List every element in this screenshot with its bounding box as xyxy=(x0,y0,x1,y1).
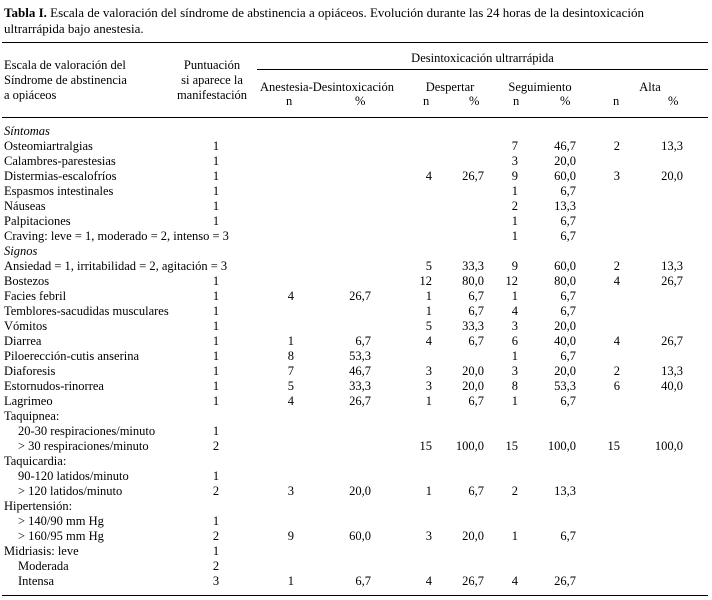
cell-score: 2 xyxy=(212,439,220,453)
cell-alta-n: 4 xyxy=(613,334,620,348)
row-label: Craving: leve = 1, moderado = 2, intenso = 3 xyxy=(4,229,229,243)
cell-desp-n: 1 xyxy=(425,289,432,303)
caption-text: Escala de valoración del síndrome de abstinencia a opiáceos. Evolución durante las 24 horas de la desintoxicación ultrarrápida bajo anestesia. xyxy=(4,5,644,36)
cell-alta-n: 3 xyxy=(613,169,620,183)
cell-anest-p: 6,7 xyxy=(355,574,371,588)
cell-seg-n: 3 xyxy=(511,154,518,168)
cell-desp-p: 33,3 xyxy=(462,259,484,273)
cell-score: 1 xyxy=(212,544,220,558)
cell-seg-p: 60,0 xyxy=(554,259,576,273)
bottom-rule xyxy=(2,595,708,596)
cell-seg-p: 6,7 xyxy=(560,184,576,198)
cell-seg-n: 3 xyxy=(511,364,518,378)
header-n: n xyxy=(423,94,430,108)
header-col1-line3: a opiáceos xyxy=(4,88,57,102)
cell-alta-p: 20,0 xyxy=(661,169,683,183)
cell-desp-p: 100,0 xyxy=(455,439,484,453)
cell-desp-n: 15 xyxy=(419,439,432,453)
cell-score: 1 xyxy=(212,304,220,318)
cell-desp-n: 4 xyxy=(425,334,432,348)
cell-anest-p: 60,0 xyxy=(349,529,371,543)
cell-anest-p: 26,7 xyxy=(349,394,371,408)
header-phase-seguimiento: Seguimiento xyxy=(508,80,572,94)
cell-seg-n: 1 xyxy=(511,184,518,198)
cell-seg-p: 13,3 xyxy=(554,199,576,213)
cell-seg-n: 2 xyxy=(511,484,518,498)
cell-score: 2 xyxy=(212,529,220,543)
cell-seg-n: 1 xyxy=(511,289,518,303)
cell-desp-n: 3 xyxy=(425,379,432,393)
cell-desp-n: 5 xyxy=(425,319,432,333)
cell-desp-p: 6,7 xyxy=(468,304,484,318)
row-label: Taquicardia: xyxy=(4,454,67,468)
cell-desp-n: 3 xyxy=(425,364,432,378)
cell-anest-n: 4 xyxy=(287,394,294,408)
cell-score: 1 xyxy=(212,139,220,153)
cell-score: 1 xyxy=(212,184,220,198)
cell-desp-p: 20,0 xyxy=(462,379,484,393)
row-label: Espasmos intestinales xyxy=(4,184,114,198)
cell-anest-p: 33,3 xyxy=(349,379,371,393)
cell-desp-p: 6,7 xyxy=(468,394,484,408)
cell-seg-p: 20,0 xyxy=(554,154,576,168)
cell-seg-n: 15 xyxy=(505,439,518,453)
cell-desp-p: 80,0 xyxy=(462,274,484,288)
header-phase-despertar: Despertar xyxy=(425,80,475,94)
cell-alta-n: 2 xyxy=(613,139,620,153)
cell-anest-p: 46,7 xyxy=(349,364,371,378)
cell-seg-n: 12 xyxy=(505,274,518,288)
cell-anest-p: 26,7 xyxy=(349,289,371,303)
header-pct: % xyxy=(668,94,679,108)
cell-alta-n: 2 xyxy=(613,259,620,273)
caption-label: Tabla I. xyxy=(4,5,47,20)
cell-score: 1 xyxy=(212,214,220,228)
header-col1-line1: Escala de valoración del xyxy=(4,58,126,72)
header-pct: % xyxy=(355,94,366,108)
cell-desp-p: 26,7 xyxy=(462,574,484,588)
row-label: > 120 latidos/minuto xyxy=(18,484,123,498)
cell-score: 1 xyxy=(212,154,220,168)
cell-seg-n: 3 xyxy=(511,319,518,333)
cell-seg-n: 9 xyxy=(511,259,518,273)
cell-desp-p: 33,3 xyxy=(462,319,484,333)
cell-score: 1 xyxy=(212,394,220,408)
row-label: > 30 respiraciones/minuto xyxy=(18,439,149,453)
cell-desp-p: 6,7 xyxy=(468,334,484,348)
cell-desp-n: 5 xyxy=(425,259,432,273)
cell-seg-n: 1 xyxy=(511,214,518,228)
cell-score: 1 xyxy=(212,199,220,213)
cell-desp-n: 4 xyxy=(425,574,432,588)
row-label: Facies febril xyxy=(4,289,67,303)
cell-seg-n: 4 xyxy=(511,574,518,588)
header-bottom-rule xyxy=(2,117,708,118)
group-rule xyxy=(257,69,708,70)
cell-score: 1 xyxy=(212,424,220,438)
row-label: Lagrimeo xyxy=(4,394,53,408)
cell-alta-n: 4 xyxy=(613,274,620,288)
cell-score: 1 xyxy=(212,289,220,303)
cell-seg-p: 6,7 xyxy=(560,394,576,408)
cell-desp-p: 6,7 xyxy=(468,484,484,498)
header-n: n xyxy=(286,94,293,108)
cell-score: 3 xyxy=(212,574,220,588)
cell-seg-p: 20,0 xyxy=(554,364,576,378)
row-label: Calambres-parestesias xyxy=(4,154,116,168)
cell-desp-n: 4 xyxy=(425,169,432,183)
cell-desp-p: 26,7 xyxy=(462,169,484,183)
row-label: Piloerección-cutis anserina xyxy=(4,349,140,363)
row-label: Náuseas xyxy=(4,199,46,213)
cell-seg-p: 100,0 xyxy=(547,439,576,453)
cell-score: 1 xyxy=(212,169,220,183)
row-label: Diarrea xyxy=(4,334,42,348)
cell-alta-n: 6 xyxy=(613,379,620,393)
cell-desp-n: 1 xyxy=(425,304,432,318)
cell-score: 1 xyxy=(212,364,220,378)
header-pct: % xyxy=(560,94,571,108)
cell-alta-p: 13,3 xyxy=(661,364,683,378)
row-label: Midriasis: leve xyxy=(4,544,79,558)
cell-anest-n: 5 xyxy=(287,379,294,393)
cell-alta-p: 13,3 xyxy=(661,259,683,273)
row-label: > 140/90 mm Hg xyxy=(18,514,104,528)
cell-seg-p: 6,7 xyxy=(560,289,576,303)
cell-anest-n: 3 xyxy=(287,484,294,498)
table-caption xyxy=(4,5,704,37)
cell-score: 2 xyxy=(212,559,220,573)
row-label: Hipertensión: xyxy=(4,499,73,513)
cell-seg-n: 7 xyxy=(511,139,518,153)
cell-seg-p: 20,0 xyxy=(554,319,576,333)
cell-alta-p: 100,0 xyxy=(654,439,683,453)
cell-seg-p: 46,7 xyxy=(554,139,576,153)
cell-anest-n: 7 xyxy=(287,364,294,378)
cell-seg-n: 2 xyxy=(511,199,518,213)
row-label: > 160/95 mm Hg xyxy=(18,529,104,543)
cell-desp-n: 1 xyxy=(425,394,432,408)
cell-anest-n: 4 xyxy=(287,289,294,303)
cell-desp-p: 6,7 xyxy=(468,289,484,303)
cell-alta-p: 40,0 xyxy=(661,379,683,393)
cell-seg-p: 40,0 xyxy=(554,334,576,348)
cell-seg-p: 6,7 xyxy=(560,229,576,243)
section-label: Síntomas xyxy=(4,124,50,138)
row-label: Taquipnea: xyxy=(4,409,60,423)
cell-anest-p: 20,0 xyxy=(349,484,371,498)
cell-seg-n: 9 xyxy=(511,169,518,183)
header-col2-line2: si aparece la xyxy=(181,73,243,87)
cell-desp-p: 20,0 xyxy=(462,529,484,543)
cell-desp-n: 3 xyxy=(425,529,432,543)
row-label: Distermias-escalofríos xyxy=(4,169,117,183)
cell-seg-n: 1 xyxy=(511,229,518,243)
cell-seg-n: 6 xyxy=(511,334,518,348)
cell-seg-p: 6,7 xyxy=(560,214,576,228)
cell-anest-n: 1 xyxy=(287,334,294,348)
cell-alta-p: 26,7 xyxy=(661,334,683,348)
cell-anest-n: 1 xyxy=(287,574,294,588)
section-label: Signos xyxy=(4,244,38,258)
cell-seg-p: 60,0 xyxy=(554,169,576,183)
header-pct: % xyxy=(469,94,480,108)
cell-seg-p: 13,3 xyxy=(554,484,576,498)
header-col1-line2: Síndrome de abstinencia xyxy=(4,73,127,87)
cell-desp-n: 12 xyxy=(419,274,432,288)
cell-score: 1 xyxy=(212,319,220,333)
row-label: Moderada xyxy=(18,559,69,573)
row-label: Ansiedad = 1, irritabilidad = 2, agitación = 3 xyxy=(4,259,228,273)
cell-seg-p: 26,7 xyxy=(554,574,576,588)
cell-anest-n: 8 xyxy=(287,349,294,363)
cell-score: 2 xyxy=(212,484,220,498)
cell-alta-n: 2 xyxy=(613,364,620,378)
row-label: 90-120 latidos/minuto xyxy=(18,469,129,483)
cell-anest-p: 53,3 xyxy=(349,349,371,363)
row-label: Osteomiartralgias xyxy=(4,139,93,153)
cell-seg-p: 6,7 xyxy=(560,349,576,363)
cell-seg-n: 4 xyxy=(511,304,518,318)
cell-anest-p: 6,7 xyxy=(355,334,371,348)
cell-score: 1 xyxy=(212,379,220,393)
cell-seg-p: 53,3 xyxy=(554,379,576,393)
cell-desp-p: 20,0 xyxy=(462,364,484,378)
row-label: Estornudos-rinorrea xyxy=(4,379,104,393)
row-label: 20-30 respiraciones/minuto xyxy=(18,424,156,438)
cell-score: 1 xyxy=(212,334,220,348)
top-rule xyxy=(2,42,708,43)
header-group-title: Desintoxicación ultrarrápida xyxy=(411,51,554,65)
header-n: n xyxy=(613,94,620,108)
cell-seg-n: 1 xyxy=(511,349,518,363)
row-label: Intensa xyxy=(18,574,55,588)
row-label: Palpitaciones xyxy=(4,214,71,228)
header-phase-anestesia: Anestesia-Desintoxicación xyxy=(260,80,394,94)
cell-alta-n: 15 xyxy=(607,439,620,453)
cell-seg-n: 1 xyxy=(511,394,518,408)
cell-seg-p: 80,0 xyxy=(554,274,576,288)
cell-seg-p: 6,7 xyxy=(560,529,576,543)
row-label: Vómitos xyxy=(4,319,48,333)
cell-anest-n: 9 xyxy=(287,529,294,543)
header-phase-alta: Alta xyxy=(639,80,661,94)
cell-score: 1 xyxy=(212,469,220,483)
cell-alta-p: 13,3 xyxy=(661,139,683,153)
cell-alta-p: 26,7 xyxy=(661,274,683,288)
row-label: Diaforesis xyxy=(4,364,56,378)
cell-score: 1 xyxy=(212,274,220,288)
header-col2-line1: Puntuación xyxy=(183,58,241,72)
row-label: Bostezos xyxy=(4,274,50,288)
header-col2-line3: manifestación xyxy=(176,88,248,102)
row-label: Temblores-sacudidas musculares xyxy=(4,304,169,318)
cell-score: 1 xyxy=(212,349,220,363)
cell-desp-n: 1 xyxy=(425,484,432,498)
header-n: n xyxy=(513,94,520,108)
cell-seg-n: 1 xyxy=(511,529,518,543)
cell-seg-p: 6,7 xyxy=(560,304,576,318)
cell-seg-n: 8 xyxy=(511,379,518,393)
cell-score: 1 xyxy=(212,514,220,528)
